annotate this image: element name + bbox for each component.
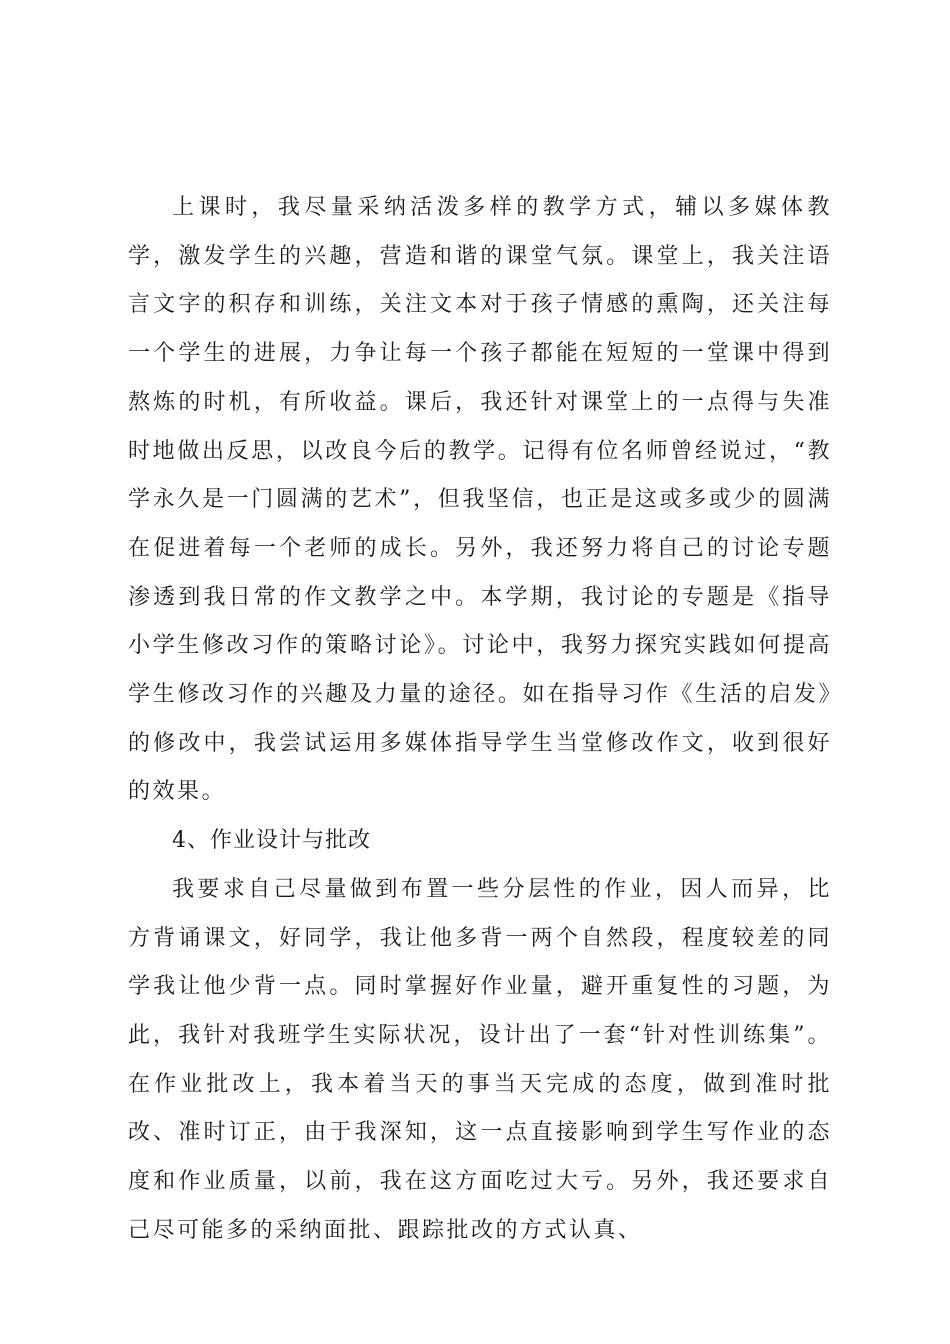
body-paragraph: 我要求自己尽量做到布置一些分层性的作业，因人而异，比方背诵课文，好同学，我让他多背一两个自然段，程度较差的同学我让他少背一点。同时掌握好作业量，避开重复性的习题，为此，我针对我班学生实际状况，设计出了一套“针对性训练集”。在作业批改上，我本着当天的事当天完成的态度，做到准时批改、准时订正，由于我深知，这一点直接影响到学生写作业的态度和作业质量，以前，我在这方面吃过大亏。另外，我还要求自己尽可能多的采纳面批、跟踪批改的方式认真、 [128, 876, 832, 1243]
document-body [128, 184, 832, 1255]
section-heading: 4、作业设计与批改 [172, 828, 371, 854]
body-paragraph: 上课时，我尽量采纳活泼多样的教学方式，辅以多媒体教学，激发学生的兴趣，营造和谐的课堂气氛。课堂上，我关注语言文字的积存和训练，关注文本对于孩子情感的熏陶，还关注每一个学生的进展，力争让每一个孩子都能在短短的一堂课中得到熬炼的时机，有所收益。课后，我还针对课堂上的一点得与失准时地做出反思，以改良今后的教学。记得有位名师曾经说过，“教学永久是一门圆满的艺术”，但我坚信，也正是这或多或少的圆满在促进着每一个老师的成长。另外，我还努力将自己的讨论专题渗透到我日常的作文教学之中。本学期，我讨论的专题是《指导小学生修改习作的策略讨论》。讨论中，我努力探究实践如何提高学生修改习作的兴趣及力量的途径。如在指导习作《生活的启发》的修改中，我尝试运用多媒体指导学生当堂修改作文，收到很好的效果。 [128, 195, 832, 805]
